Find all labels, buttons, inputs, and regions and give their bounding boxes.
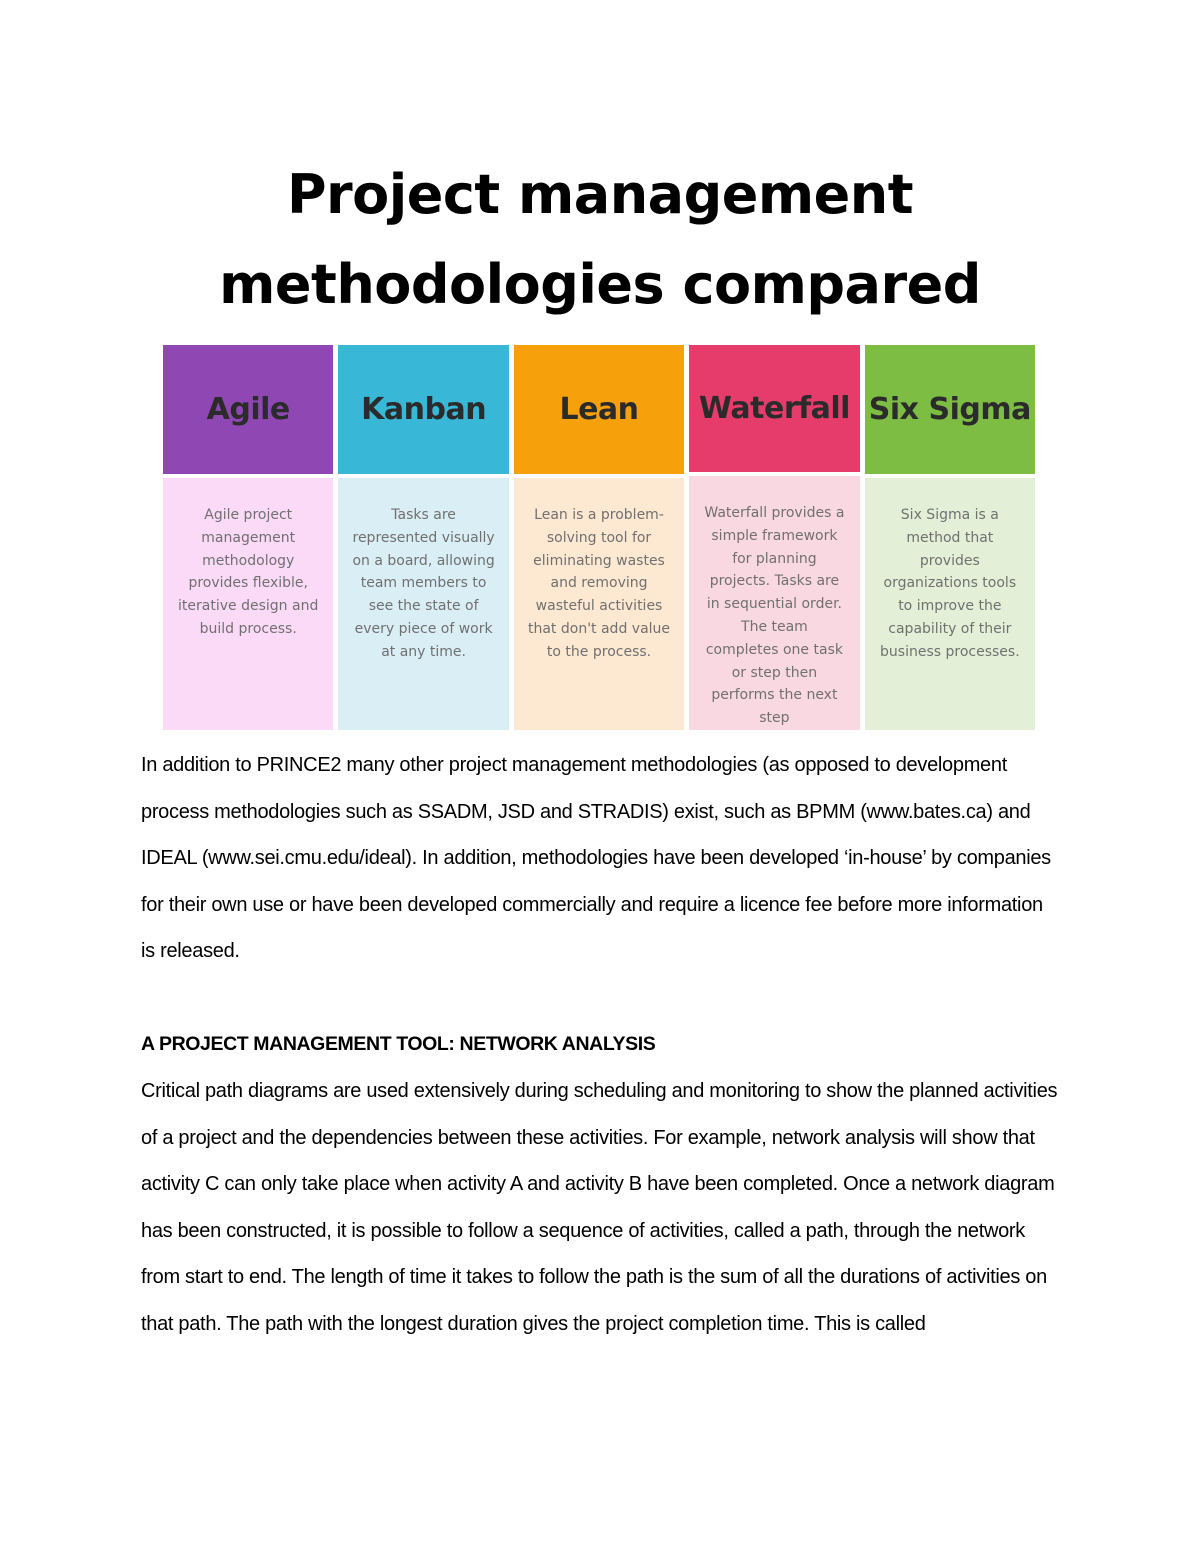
page-title-line-1: Project management bbox=[286, 163, 914, 226]
methodology-description: Six Sigma is a method that provides organizations tools to improve the capability of their business processes. bbox=[865, 478, 1035, 730]
methodology-description: Waterfall provides a simple framework for planning projects. Tasks are in sequential order. The team completes one task or step then performs the next step bbox=[689, 476, 859, 730]
methodology-description: Lean is a problem-solving tool for eliminating wastes and removing wasteful activities that don't add value to the process. bbox=[514, 478, 684, 730]
methodology-description: Agile project management methodology provides flexible, iterative design and build process. bbox=[163, 478, 333, 730]
methodology-header: Kanban bbox=[338, 345, 508, 474]
methodology-header: Waterfall bbox=[689, 345, 859, 472]
methodology-description: Tasks are represented visually on a board, allowing team members to see the state of every piece of work at any time. bbox=[338, 478, 508, 730]
page-title-line-2: methodologies compared bbox=[219, 253, 981, 316]
methodology-column-agile bbox=[163, 345, 333, 730]
page-title bbox=[0, 150, 1200, 330]
intro-paragraph: In addition to PRINCE2 many other project management methodologies (as opposed to development process methodologies such as SSADM, JSD and STRADIS) exist, such as BPMM (www.bates.ca) and IDEAL (www.sei.cmu.edu/ideal). In addition, methodologies have been developed ‘in-house’ by companies for their own use or have been developed commercially and require a licence fee before more information is released. bbox=[141, 754, 1051, 962]
methodology-column-lean bbox=[514, 345, 684, 730]
section-heading: A PROJECT MANAGEMENT TOOL: NETWORK ANALYSIS bbox=[141, 1033, 656, 1055]
methodology-column-six-sigma bbox=[865, 345, 1035, 730]
methodologies-comparison-graphic bbox=[163, 345, 1035, 730]
methodology-column-kanban bbox=[338, 345, 508, 730]
section-paragraph: Critical path diagrams are used extensively during scheduling and monitoring to show the planned activities of a project and the dependencies between these activities. For example, network analysis will show that activity C can only take place when activity A and activity B have been completed. Once a network diagram has been constructed, it is possible to follow a sequence of activities, called a path, through the network from start to end. The length of time it takes to follow the path is the sum of all the durations of activities on that path. The path with the longest duration gives the project completion time. This is called bbox=[141, 1080, 1058, 1335]
section-paragraph-block bbox=[141, 1068, 1061, 1347]
methodology-header: Agile bbox=[163, 345, 333, 474]
methodology-header: Six Sigma bbox=[865, 345, 1035, 474]
methodology-header: Lean bbox=[514, 345, 684, 474]
intro-paragraph-block bbox=[141, 742, 1061, 975]
methodology-column-waterfall bbox=[689, 345, 859, 730]
